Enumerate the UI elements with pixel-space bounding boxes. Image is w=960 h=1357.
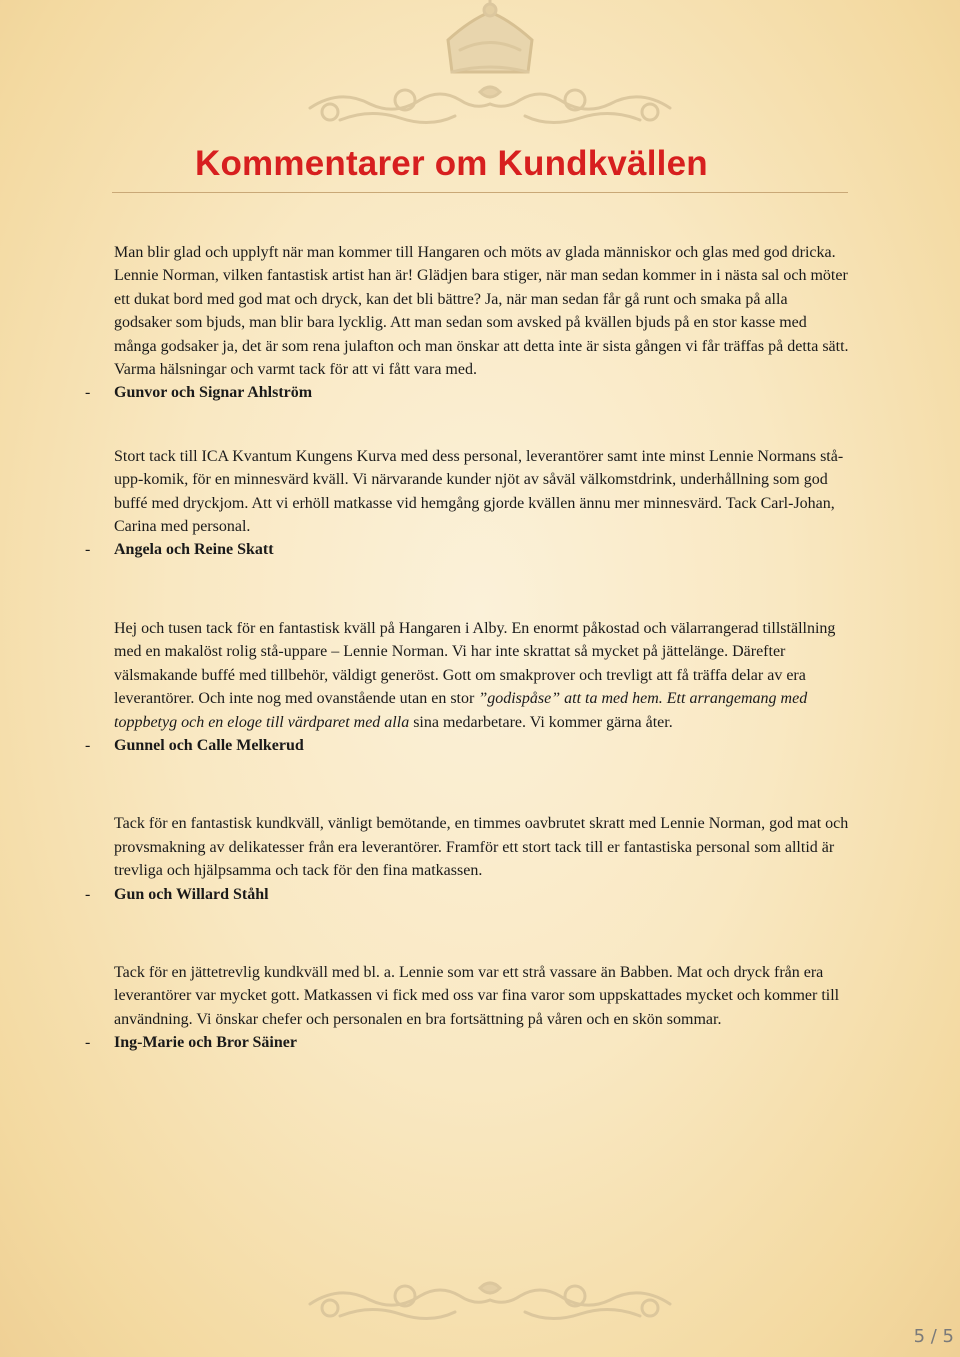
- scroll-ornament-icon: [0, 1270, 960, 1340]
- signature-dash: -: [85, 1034, 91, 1052]
- comment-signature: [85, 734, 849, 757]
- comment-text-part: sina medarbetare. Vi kommer gärna åter.: [409, 713, 673, 731]
- comment-text-italic: ”godispåse” att ta med hem. Ett arrangemang med toppbetyg och en eloge till värdparet med alla: [114, 690, 808, 731]
- comment-text: Tack för en fantastisk kundkväll, vänligt bemötande, en timmes oavbrutet skratt med Lennie Norman, god mat och provsmakning av delikatesser från era leverantörer. Framför ett stort tack till er fantastiska personal som alltid är trevliga och hjälpsamma och tack för den fina matkassen.: [114, 815, 849, 880]
- signature-dash: -: [85, 885, 91, 903]
- signature-name: Gunnel och Calle Melkerud: [114, 736, 304, 754]
- comments-list: [85, 241, 849, 1055]
- comment-entry: [85, 241, 849, 405]
- comment-signature: [85, 1031, 849, 1054]
- signature-dash: -: [85, 541, 91, 559]
- comment-text-part: Hej och tusen tack för en fantastisk kväll på Hangaren i Alby. En enormt påkostad och välarrangerad tillställning med en makalöst rolig stå-uppare – Lennie Norman. Vi har inte skrattat så mycket på jättelänge. Därefter välsmakande buffé med tillbehör, väldigt generöst. Gott om smakprover och trevligt att få träffa delar av era leverantörer. Och inte nog med ovanstående utan en stor: [114, 619, 836, 708]
- comment-entry: [85, 617, 849, 757]
- crown-ornament-icon: [0, 0, 960, 140]
- comment-entry: [85, 445, 849, 562]
- comment-signature: [85, 538, 849, 561]
- page-title: Kommentarer om Kundkvällen: [195, 144, 708, 183]
- signature-name: Ing-Marie och Bror Säiner: [114, 1034, 297, 1052]
- comment-text: Stort tack till ICA Kvantum Kungens Kurva med dess personal, leverantörer samt inte minst Lennie Normans stå-upp-komik, för en minnesvärd kväll. Vi närvarande kunder njöt av såväl välkomstdrink, underhållning som god buffé med dryckjom. Att vi erhöll matkasse vid hemgång gjorde kvällen ännu mer minnesvärd. Tack Carl-Johan, Carina med personal.: [114, 447, 844, 536]
- signature-name: Gunvor och Signar Ahlström: [114, 384, 313, 402]
- comment-text: Man blir glad och upplyft när man kommer till Hangaren och möts av glada människor och glas med god dricka. Lennie Norman, vilken fantastisk artist han är! Glädjen bara stiger, när man sedan kommer in i nästa sal och möter ett dukat bord med god mat och dryck, kan det bli bättre? Ja, när man sedan får gå runt och smaka på alla godsaker som bjuds, man blir bara lycklig. Att man sedan som avsked på kvällen bjuds på en stor kasse med många godsaker ja, det är som rena julafton och man önskar att detta inte är sista gången vi får träffas på detta sätt. Varma hälsningar och varmt tack för att vi fått vara med.: [114, 244, 849, 379]
- comment-text: Tack för en jättetrevlig kundkväll med bl. a. Lennie som var ett strå vassare än Babben. Mat och dryck från era leverantörer var mycket gott. Matkassen vi fick med oss var fina varor som uppskattades mycket och kommer till användning. Vi önskar chefer och personalen en bra fortsättning på våren och en skön sommar.: [114, 963, 840, 1028]
- comment-entry: [85, 961, 849, 1055]
- signature-name: Angela och Reine Skatt: [114, 541, 274, 559]
- signature-dash: -: [85, 736, 91, 754]
- page-number: 5 / 5: [913, 1326, 954, 1347]
- crown-ornament: [0, 0, 960, 140]
- signature-name: Gun och Willard Ståhl: [114, 885, 269, 903]
- comment-text: [114, 617, 849, 734]
- signature-dash: -: [85, 384, 91, 402]
- comment-signature: [85, 883, 849, 906]
- scroll-ornament: [0, 1270, 960, 1340]
- comment-entry: [85, 812, 849, 906]
- title-divider: [112, 192, 848, 193]
- comment-signature: [85, 381, 849, 404]
